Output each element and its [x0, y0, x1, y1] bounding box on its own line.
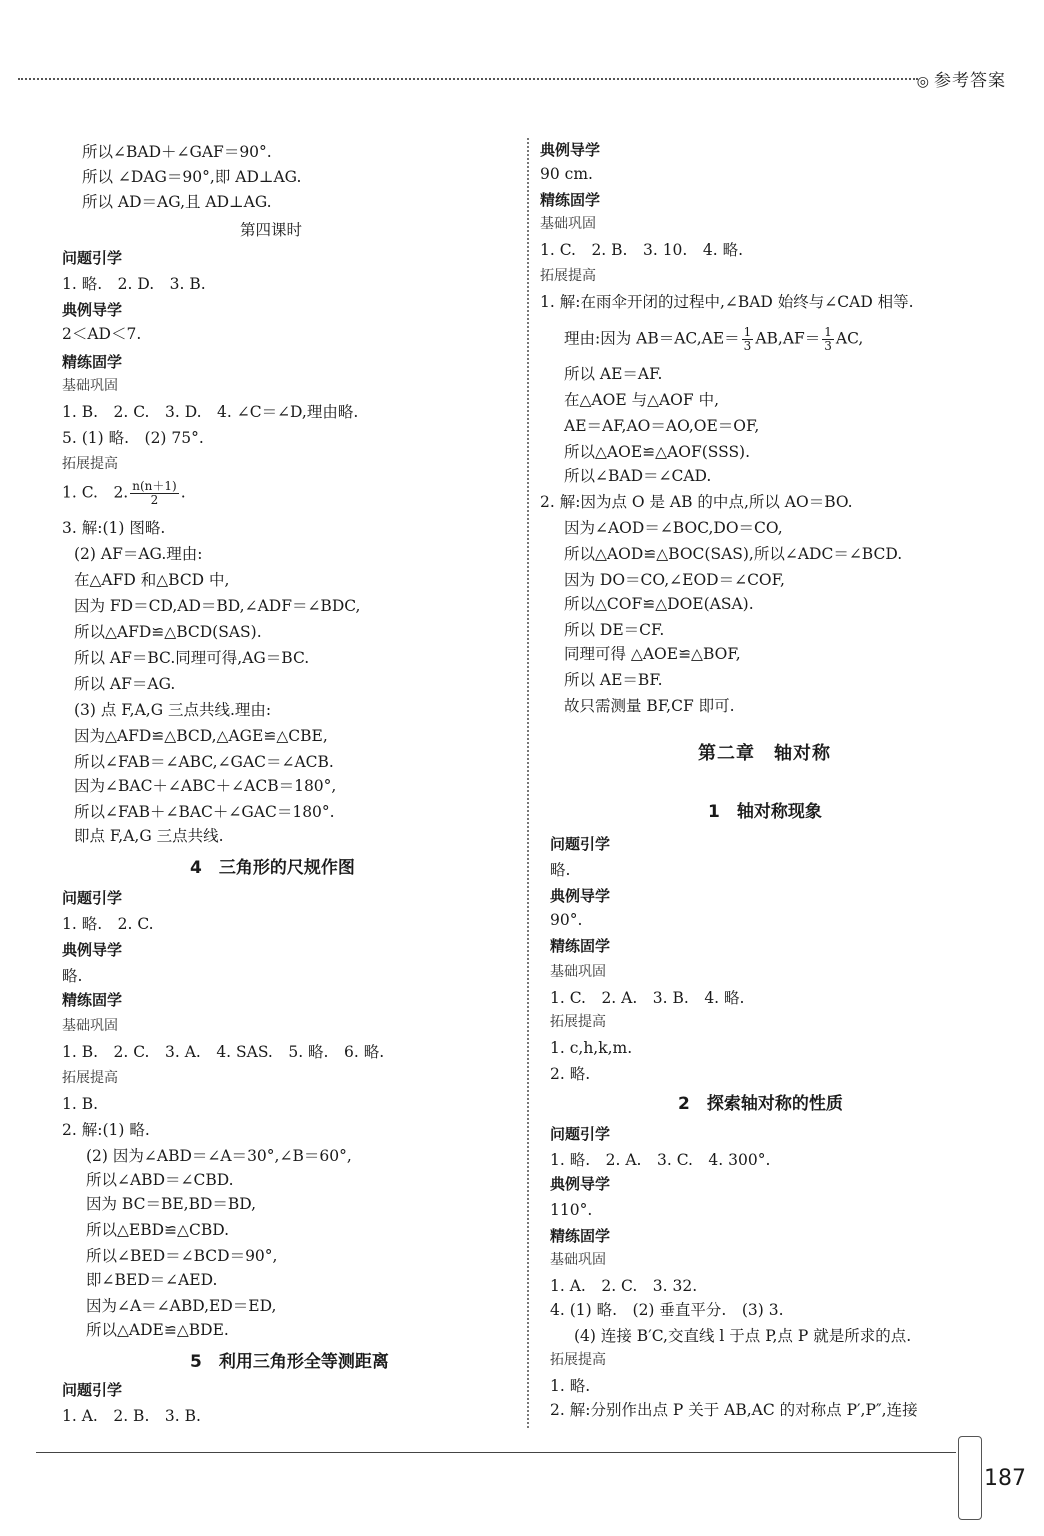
- answer-line: [550, 1400, 918, 1420]
- fraction: [742, 326, 754, 353]
- answer-line: [74, 700, 271, 720]
- answer-line: [564, 326, 863, 353]
- subsection-label: [62, 376, 118, 396]
- section-heading: [550, 1226, 610, 1246]
- line-text: 所以∠BED＝∠BCD＝90°,: [86, 1247, 278, 1265]
- line-text: 所以∠FAB＋∠BAC＋∠GAC＝180°.: [74, 803, 335, 821]
- line-text: 2. 解:因为点 O 是 AB 的中点,所以 AO＝BO.: [540, 493, 853, 511]
- line-text: 1. 略. 2. C.: [62, 915, 154, 933]
- subsection-label: [550, 1250, 606, 1270]
- chapter-title: [698, 744, 831, 764]
- line-text: 精练固学: [62, 353, 123, 371]
- answer-line: [62, 914, 154, 934]
- line-text: 略.: [550, 861, 571, 879]
- line-text: 2. 略.: [550, 1065, 591, 1083]
- line-text: 所以∠BAD＝∠CAD.: [564, 467, 712, 485]
- line-text: 即点 F,A,G 三点共线.: [74, 827, 224, 845]
- subsection-label: [540, 214, 596, 234]
- subsection-label: [62, 1016, 118, 1036]
- answer-line: [62, 274, 206, 294]
- answer-line: [564, 518, 783, 538]
- fraction-2: [822, 326, 834, 353]
- page-number: 187: [984, 1466, 1026, 1491]
- line-text: 2＜AD＜7.: [62, 325, 142, 343]
- answer-line: [74, 648, 309, 668]
- line-text: 拓展提高: [540, 268, 596, 284]
- answer-line: [550, 910, 582, 930]
- answer-line: [240, 220, 302, 240]
- line-text: 基础巩固: [550, 1252, 606, 1268]
- line-text: 所以 AD＝AG,且 AD⊥AG.: [82, 193, 272, 211]
- line-text: 90 cm.: [540, 165, 593, 183]
- answer-line: [540, 292, 914, 312]
- line-text-after-fraction-2: AC,: [835, 329, 864, 348]
- subsection-label: [62, 454, 118, 474]
- line-text: (2) AF＝AG.理由:: [74, 545, 203, 563]
- line-text: 精练固学: [62, 991, 123, 1009]
- answer-line: [564, 644, 741, 664]
- line-text: 故只需测量 BF,CF 即可.: [564, 697, 735, 715]
- line-text: 所以△ADE≌△BDE.: [86, 1321, 229, 1339]
- subsection-label: [550, 1350, 606, 1370]
- subsection-label: [550, 1012, 606, 1032]
- answer-line: [86, 1320, 229, 1340]
- line-text: 所以 DE＝CF.: [564, 621, 665, 639]
- line-text: 所以 AE＝BF.: [564, 671, 663, 689]
- answer-line: [564, 390, 719, 410]
- section-heading: [62, 1380, 122, 1400]
- section-heading: [550, 936, 610, 956]
- answer-line: [564, 364, 662, 384]
- answer-line: [564, 416, 759, 436]
- line-text: 拓展提高: [62, 456, 118, 472]
- line-text: 因为△AFD≌△BCD,△AGE≌△CBE,: [74, 727, 328, 745]
- line-text: 精练固学: [550, 937, 611, 955]
- answer-line: [74, 776, 336, 796]
- line-text: 因为∠AOD＝∠BOC,DO＝CO,: [564, 519, 783, 537]
- line-text: 问题引学: [550, 835, 611, 853]
- line-text: 问题引学: [62, 889, 123, 907]
- line-text: 1. c,h,k,m.: [550, 1039, 633, 1057]
- section-heading: [62, 352, 122, 372]
- line-text: 因为∠A＝∠ABD,ED＝ED,: [86, 1297, 277, 1315]
- answer-line: [564, 696, 735, 716]
- answer-line: [62, 324, 141, 344]
- answer-line: [564, 544, 902, 564]
- section-heading: [62, 300, 122, 320]
- answer-line: [550, 860, 570, 880]
- lesson-title: [678, 1094, 843, 1114]
- line-text: 所以△AOE≌△AOF(SSS).: [564, 443, 751, 461]
- subsection-label: [540, 266, 596, 286]
- line-text: 在△AOE 与△AOF 中,: [564, 391, 719, 409]
- answer-line: [564, 466, 711, 486]
- line-text: 拓展提高: [62, 1070, 118, 1086]
- line-text: 同理可得 △AOE≌△BOF,: [564, 645, 741, 663]
- line-text: 问题引学: [62, 1381, 123, 1399]
- line-text: AE＝AF,AO＝AO,OE＝OF,: [564, 417, 760, 435]
- answer-line: [82, 142, 272, 162]
- answer-line: [82, 167, 301, 187]
- fraction-2-numerator: 1: [824, 325, 832, 339]
- line-text: 理由:因为 AB＝AC,AE＝: [564, 329, 740, 348]
- answer-line: [62, 1120, 150, 1140]
- answer-line: [74, 570, 229, 590]
- answer-line: [86, 1170, 234, 1190]
- answer-line: [564, 620, 664, 640]
- page-tab-marker: [958, 1436, 982, 1520]
- header-label: [917, 66, 1006, 91]
- answer-line: [550, 1300, 784, 1320]
- fraction: [130, 480, 178, 507]
- line-text: (4) 连接 B′C,交直线 l 于点 P,点 P 就是所求的点.: [574, 1327, 912, 1345]
- line-text: 精练固学: [550, 1227, 611, 1245]
- line-text: 因为 BC＝BE,BD＝BD,: [86, 1195, 257, 1213]
- section-heading: [62, 888, 122, 908]
- line-text: 1. C. 2.: [62, 483, 129, 502]
- answer-line: [550, 1064, 590, 1084]
- line-text: 所以 AF＝BC.同理可得,AG＝BC.: [74, 649, 310, 667]
- answer-line: [74, 674, 175, 694]
- answer-line: [86, 1246, 277, 1266]
- section-heading: [62, 990, 122, 1010]
- line-text: 1. A. 2. B. 3. B.: [62, 1407, 201, 1425]
- line-text: 所以∠FAB＝∠ABC,∠GAC＝∠ACB.: [74, 753, 334, 771]
- line-text: 1. 解:在雨伞开闭的过程中,∠BAD 始终与∠CAD 相等.: [540, 293, 914, 311]
- line-text: 第四课时: [240, 221, 303, 239]
- line-text: 问题引学: [550, 1125, 611, 1143]
- line-text: 基础巩固: [550, 964, 606, 980]
- line-text: 1. B. 2. C. 3. A. 4. SAS. 5. 略. 6. 略.: [62, 1043, 385, 1061]
- answer-line: [550, 1150, 770, 1170]
- answer-line: [74, 622, 262, 642]
- line-text: 基础巩固: [62, 378, 118, 394]
- answer-line: [82, 192, 272, 212]
- line-text: 所以 AF＝AG.: [74, 675, 176, 693]
- line-text: 所以 ∠DAG＝90°,即 AD⊥AG.: [82, 168, 302, 186]
- lesson-title: [708, 802, 822, 822]
- lesson-title: [190, 858, 355, 878]
- line-text: 因为 DO＝CO,∠EOD＝∠COF,: [564, 571, 785, 589]
- answer-line: [86, 1296, 276, 1316]
- answer-line: [550, 988, 744, 1008]
- line-text: 1. C. 2. A. 3. B. 4. 略.: [550, 989, 745, 1007]
- answer-line: [540, 492, 853, 512]
- section-heading: [540, 190, 600, 210]
- answer-line: [86, 1194, 256, 1214]
- answer-line: [550, 1038, 632, 1058]
- answer-line: [74, 596, 361, 616]
- line-text: 1. B.: [62, 1095, 99, 1113]
- line-text: 所以△AOD≌△BOC(SAS),所以∠ADC＝∠BCD.: [564, 545, 903, 563]
- answer-line: [74, 802, 335, 822]
- subsection-label: [550, 962, 606, 982]
- line-text: 1 轴对称现象: [708, 802, 822, 822]
- footer-rule: [36, 1452, 956, 1453]
- line-text: 第二章 轴对称: [698, 743, 831, 764]
- fraction-denominator: 3: [743, 339, 752, 353]
- answer-line: [574, 1326, 911, 1346]
- line-text: (3) 点 F,A,G 三点共线.理由:: [74, 701, 272, 719]
- line-text: 1. 略. 2. A. 3. C. 4. 300°.: [550, 1151, 771, 1169]
- line-text: 所以△COF≌△DOE(ASA).: [564, 595, 754, 613]
- header-mark-icon: ◎: [916, 74, 930, 90]
- section-heading: [550, 834, 610, 854]
- answer-line: [564, 670, 663, 690]
- answer-line: [540, 240, 743, 260]
- answer-line: [86, 1270, 217, 1290]
- answer-line: [74, 726, 328, 746]
- answer-line: [550, 1200, 592, 1220]
- line-text: 4 三角形的尺规作图: [190, 858, 355, 878]
- line-text: 5 利用三角形全等测距离: [190, 1352, 389, 1372]
- section-heading: [550, 1174, 610, 1194]
- header-dotted-rule: [18, 78, 918, 80]
- line-text: 精练固学: [540, 191, 601, 209]
- answer-line: [62, 1042, 384, 1062]
- fraction-numerator: 1: [743, 325, 752, 339]
- line-text: 典例导学: [540, 141, 601, 159]
- line-text: 90°.: [550, 911, 583, 929]
- answer-line: [564, 594, 754, 614]
- line-text: 110°.: [550, 1201, 593, 1219]
- line-text: 因为∠BAC＋∠ABC＋∠ACB＝180°,: [74, 777, 337, 795]
- answer-line: [550, 1376, 590, 1396]
- line-text: 4. (1) 略. (2) 垂直平分. (3) 3.: [550, 1301, 784, 1319]
- subsection-label: [62, 1068, 118, 1088]
- line-text: 2 探索轴对称的性质: [678, 1094, 843, 1114]
- answer-line: [74, 826, 224, 846]
- answer-line: [62, 480, 186, 507]
- line-text: 典例导学: [62, 301, 123, 319]
- answer-line: [74, 752, 334, 772]
- line-text: 略.: [62, 967, 83, 985]
- line-text: 典例导学: [550, 887, 611, 905]
- fraction-denominator: 2: [150, 493, 159, 507]
- answer-line: [62, 1406, 201, 1426]
- line-text: 典例导学: [62, 941, 123, 959]
- line-text: 基础巩固: [62, 1018, 118, 1034]
- answer-line: [86, 1146, 352, 1166]
- line-text: 因为 FD＝CD,AD＝BD,∠ADF＝∠BDC,: [74, 597, 361, 615]
- section-heading: [540, 140, 600, 160]
- section-heading: [550, 1124, 610, 1144]
- line-text: 即∠BED＝∠AED.: [86, 1271, 218, 1289]
- answer-line: [540, 164, 593, 184]
- answer-line: [564, 442, 750, 462]
- fraction-numerator: n(n＋1): [132, 479, 177, 493]
- line-text: 拓展提高: [550, 1014, 606, 1030]
- line-text: (2) 因为∠ABD＝∠A＝30°,∠B＝60°,: [86, 1147, 352, 1165]
- line-text: 所以 AE＝AF.: [564, 365, 663, 383]
- line-text-after-fraction: .: [180, 483, 186, 502]
- line-text: 1. 略.: [550, 1377, 591, 1395]
- answer-line: [74, 544, 203, 564]
- answer-line: [564, 570, 785, 590]
- line-text: 1. A. 2. C. 3. 32.: [550, 1277, 698, 1295]
- line-text-after-fraction: AB,AF＝: [755, 329, 821, 348]
- header-title: 参考答案: [934, 71, 1006, 91]
- line-text: 所以∠ABD＝∠CBD.: [86, 1171, 234, 1189]
- line-text: 2. 解:(1) 略.: [62, 1121, 150, 1139]
- line-text: 5. (1) 略. (2) 75°.: [62, 429, 204, 447]
- column-divider: [527, 138, 529, 1428]
- answer-line: [550, 1276, 697, 1296]
- fraction-2-denominator: 3: [824, 339, 832, 353]
- line-text: 所以△EBD≌△CBD.: [86, 1221, 230, 1239]
- line-text: 典例导学: [550, 1175, 611, 1193]
- section-heading: [550, 886, 610, 906]
- line-text: 在△AFD 和△BCD 中,: [74, 571, 230, 589]
- answer-line: [62, 1094, 98, 1114]
- lesson-title: [190, 1352, 389, 1372]
- answer-line: [62, 402, 358, 422]
- section-heading: [62, 940, 122, 960]
- section-heading: [62, 248, 122, 268]
- line-text: 问题引学: [62, 249, 123, 267]
- answer-line: [86, 1220, 229, 1240]
- line-text: 所以△AFD≌△BCD(SAS).: [74, 623, 262, 641]
- line-text: 拓展提高: [550, 1352, 606, 1368]
- line-text: 所以∠BAD＋∠GAF＝90°.: [82, 143, 272, 161]
- line-text: 2. 解:分别作出点 P 关于 AB,AC 的对称点 P′,P″,连接: [550, 1401, 918, 1419]
- answer-line: [62, 518, 165, 538]
- line-text: 基础巩固: [540, 216, 596, 232]
- answer-line: [62, 966, 82, 986]
- line-text: 1. C. 2. B. 3. 10. 4. 略.: [540, 241, 743, 259]
- line-text: 3. 解:(1) 图略.: [62, 519, 166, 537]
- line-text: 1. B. 2. C. 3. D. 4. ∠C＝∠D,理由略.: [62, 403, 359, 421]
- line-text: 1. 略. 2. D. 3. B.: [62, 275, 206, 293]
- answer-line: [62, 428, 204, 448]
